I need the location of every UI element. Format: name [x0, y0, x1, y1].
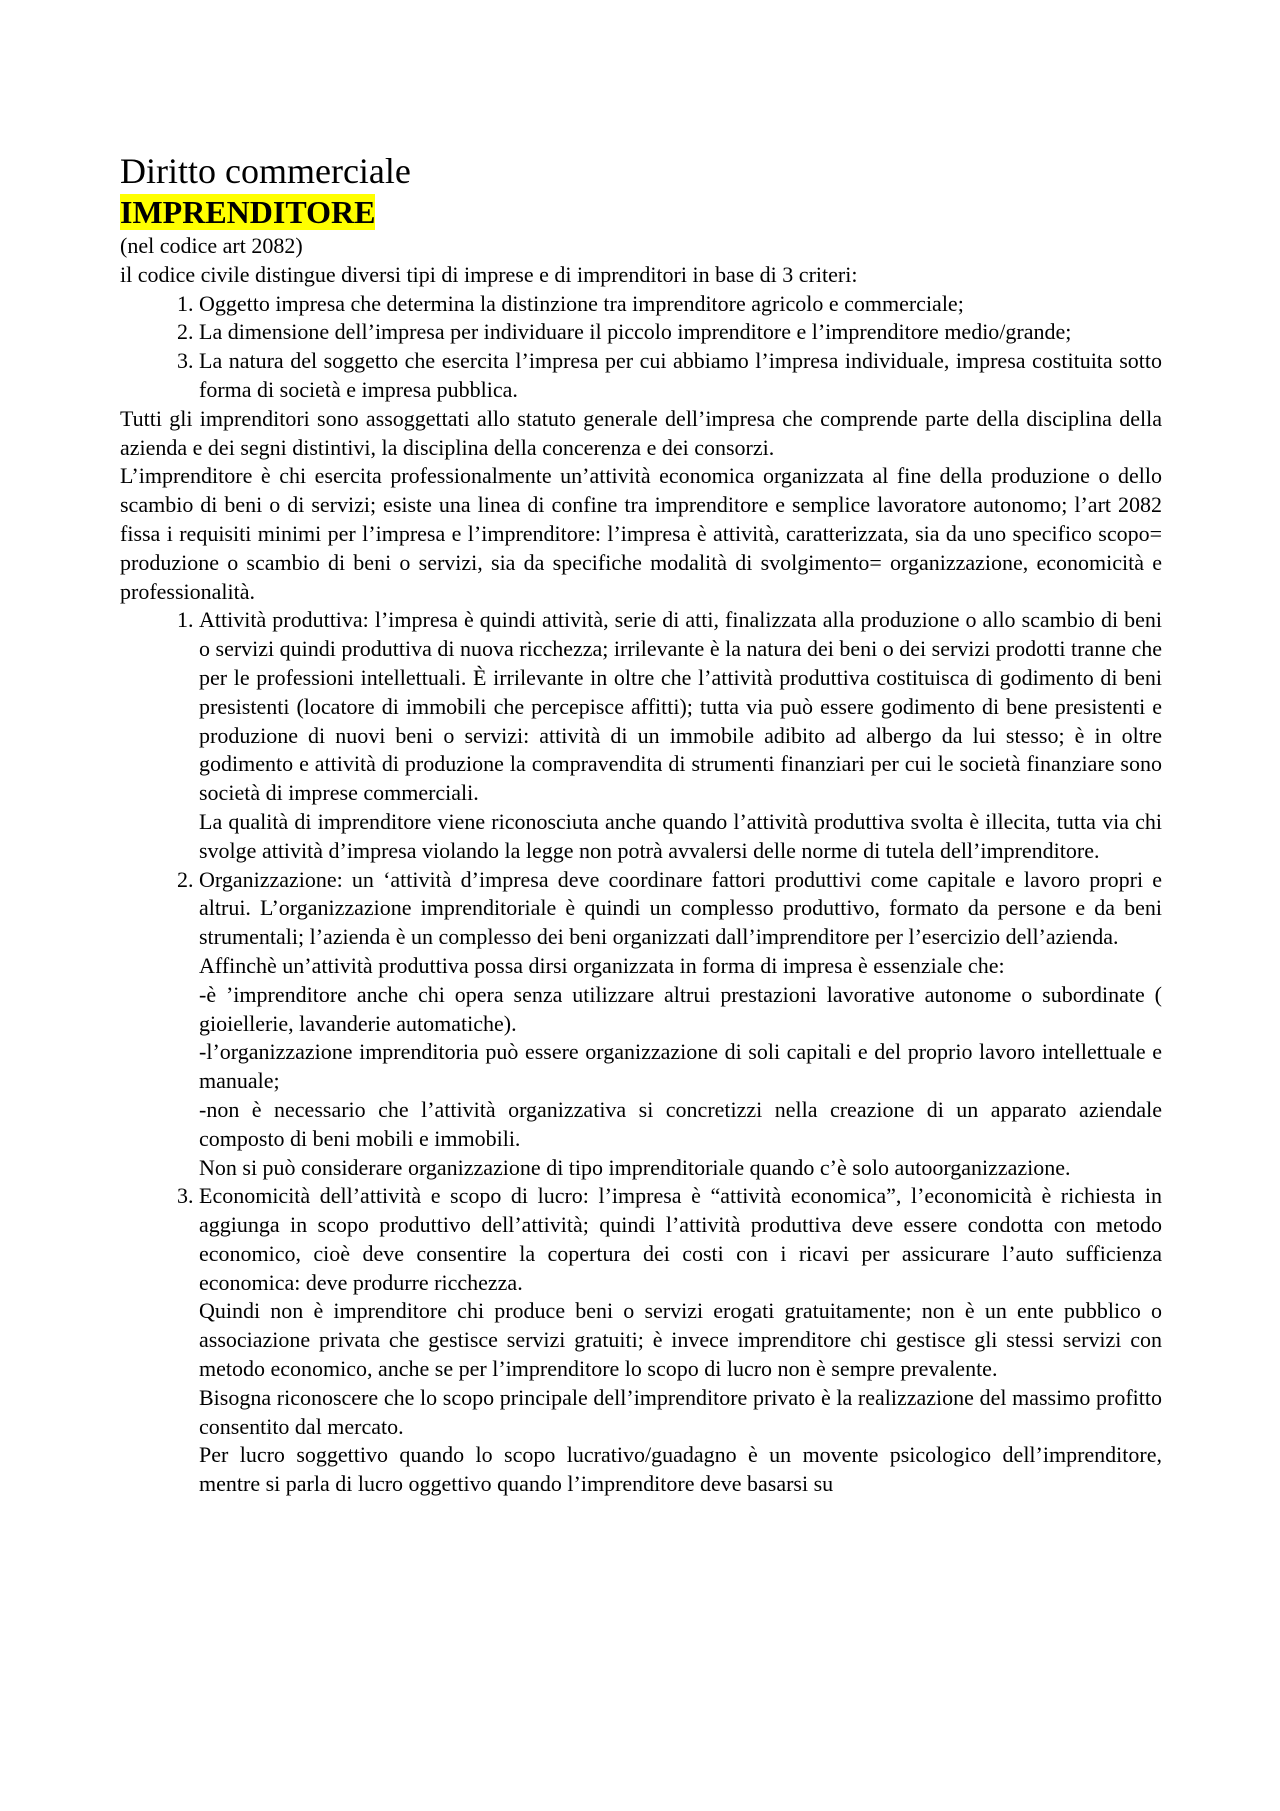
- document-title: Diritto commerciale: [120, 151, 411, 191]
- requisite-item: [199, 866, 1162, 1183]
- requisite-paragraph: 3. Economicità dell’attività e scopo di lucro: l’impresa è “attività economica”, l’economicità è richiesta in aggiunga in scopo produttivo dell’attività; quindi l’attività produttiva deve essere condotta con metodo economico, cioè deve consentire la copertura dei costi con i ricavi per assicurare l’auto sufficienza economica: deve produrre ricchezza.: [199, 1183, 1162, 1295]
- requisite-paragraph: -l’organizzazione imprenditoria può essere organizzazione di soli capitali e del proprio lavoro intellettuale e manuale;: [199, 1039, 1162, 1094]
- requisite-paragraph: 1. Attività produttiva: l’impresa è quindi attività, serie di atti, finalizzata alla produzione o allo scambio di beni o servizi quindi produttiva di nuova ricchezza; irrilevante è la natura dei beni o dei servizi prodotti tranne che per le professioni intellettuali. È irrilevante in oltre che l’attività produttiva costituisca di godimento di beni presistenti (locatore di immobili che percepisce affitti); tutta via può essere godimento di bene presistenti e produzione di nuovi beni o servizi: attività di un immobile adibito ad albergo da lui stesso; è in oltre godimento e attività di produzione la compravendita di strumenti finanziari per cui le società finanziare sono società di imprese commerciali.: [199, 607, 1162, 806]
- requisite-paragraph: -è ’imprenditore anche chi opera senza utilizzare altrui prestazioni lavorative autonome o subordinate ( gioiellerie, lavanderie automatiche).: [199, 981, 1162, 1036]
- criteria-item: 1. Oggetto impresa che determina la distinzione tra imprenditore agricolo e commerciale;: [199, 290, 1162, 319]
- subheading: (nel codice art 2082): [120, 233, 303, 258]
- requisite-paragraph: Quindi non è imprenditore chi produce beni o servizi erogati gratuitamente; non è un ente pubblico o associazione privata che gestisce servizi gratuiti; è invece imprenditore chi gestisce gli stessi servizi con metodo economico, anche se per l’imprenditore lo scopo di lucro non è sempre prevalente.: [199, 1298, 1162, 1382]
- requisite-paragraph: 2. Organizzazione: un ‘attività d’impresa deve coordinare fattori produttivi come capitale e lavoro propri e altrui. L’organizzazione imprenditoriale è quindi un complesso produttivo, formato da persone e da beni strumentali; l’azienda è un complesso dei beni organizzati dall’imprenditore per l’esercizio dell’azienda.: [199, 866, 1162, 950]
- criteria-item: 3. La natura del soggetto che esercita l’impresa per cui abbiamo l’impresa individuale, impresa costituita sotto forma di società e impresa pubblica.: [199, 347, 1162, 405]
- document-page: [120, 150, 1162, 1499]
- requisite-paragraph: La qualità di imprenditore viene riconosciuta anche quando l’attività produttiva svolta è illecita, tutta via chi svolge attività d’impresa violando la legge non potrà avvalersi delle norme di tutela dell’imprenditore.: [199, 808, 1162, 863]
- criteria-item: 2. La dimensione dell’impresa per individuare il piccolo imprenditore e l’imprenditore medio/grande;: [199, 318, 1162, 347]
- highlighted-heading: IMPRENDITORE: [120, 194, 376, 230]
- requisite-item: [199, 1182, 1162, 1499]
- requisites-list: [120, 606, 1162, 1499]
- section-heading: [120, 192, 1162, 232]
- requisite-paragraph: Per lucro soggettivo quando lo scopo lucrativo/guadagno è un movente psicologico dell’imprenditore, mentre si parla di lucro oggettivo quando l’imprenditore deve basarsi su: [199, 1442, 1162, 1497]
- requisite-paragraph: Bisogna riconoscere che lo scopo principale dell’imprenditore privato è la realizzazione del massimo profitto consentito dal mercato.: [199, 1384, 1162, 1439]
- requisite-paragraph: -non è necessario che l’attività organizzativa si concretizzi nella creazione di un apparato aziendale composto di beni mobili e immobili.: [199, 1096, 1162, 1151]
- requisite-paragraph: Non si può considerare organizzazione di tipo imprenditoriale quando c’è solo autoorganizzazione.: [199, 1154, 1071, 1180]
- definition-paragraph: L’imprenditore è chi esercita professionalmente un’attività economica organizzata al fine della produzione o dello scambio di beni o di servizi; esiste una linea di confine tra imprenditore e semplice lavoratore autonomo; l’art 2082 fissa i requisiti minimi per l’impresa e l’imprenditore: l’impresa è attività, caratterizzata, sia da uno specifico scopo= produzione o scambio di beni o servizi, sia da specifiche modalità di svolgimento= organizzazione, economicità e professionalità.: [120, 463, 1162, 604]
- requisite-item: [199, 606, 1162, 865]
- criteria-list: [120, 290, 1162, 405]
- requisite-paragraph: Affinchè un’attività produttiva possa dirsi organizzata in forma di impresa è essenziale che:: [199, 952, 1005, 978]
- intro-paragraph: il codice civile distingue diversi tipi di imprese e di imprenditori in base di 3 criteri:: [120, 261, 858, 287]
- statuto-paragraph: Tutti gli imprenditori sono assoggettati allo statuto generale dell’impresa che comprende parte della disciplina della azienda e dei segni distintivi, la disciplina della concerenza e dei consorzi.: [120, 405, 1162, 460]
